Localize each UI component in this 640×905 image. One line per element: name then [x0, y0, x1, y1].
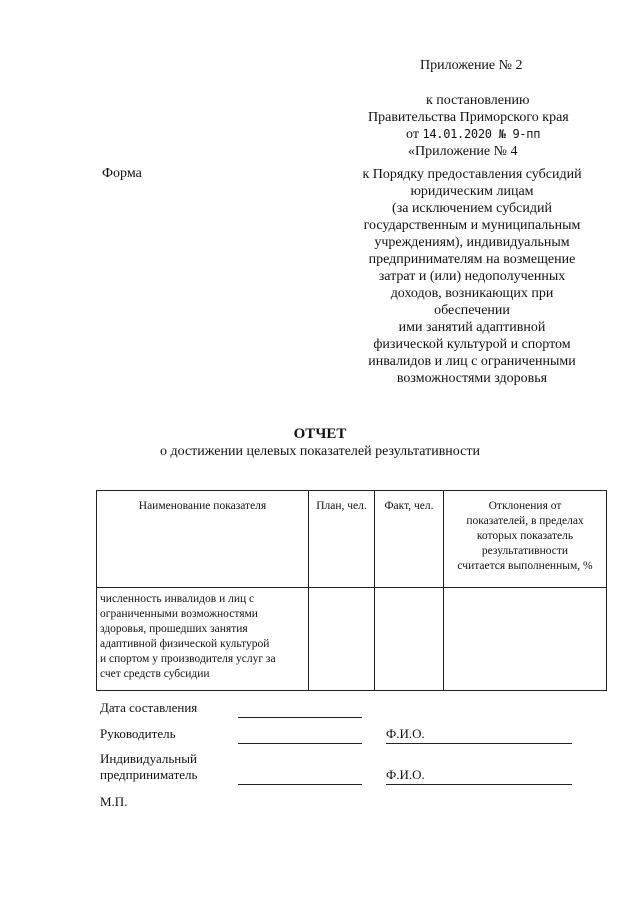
head-fio-label: Ф.И.О. — [386, 726, 425, 741]
form-label: Форма — [102, 166, 142, 181]
entrepreneur-label — [100, 751, 197, 783]
cell-line: численность инвалидов и лиц с — [100, 593, 255, 605]
date-line[interactable] — [238, 717, 362, 718]
cell-line: ограниченными возможностями — [100, 608, 258, 620]
decree-date — [368, 126, 590, 143]
procedure-reference — [352, 166, 592, 387]
table-row — [97, 588, 607, 691]
cell-fact[interactable] — [375, 588, 444, 691]
header-plan: План, чел. — [309, 491, 375, 588]
entrepreneur-label-line: Индивидуальный — [100, 751, 197, 766]
procedure-line: ими занятий адаптивной — [398, 320, 546, 335]
procedure-line: предпринимателям на возмещение — [368, 252, 576, 267]
procedure-line: учреждениям), индивидуальным — [374, 235, 570, 250]
decree-line: Правительства Приморского края — [368, 110, 569, 125]
procedure-line: инвалидов и лиц с ограниченными — [368, 354, 576, 369]
procedure-line: государственным и муниципальным — [363, 218, 581, 233]
indicators-table — [96, 490, 607, 691]
header-fact: Факт, чел. — [375, 491, 444, 588]
procedure-line: обеспечении — [434, 303, 510, 318]
header-deviation — [444, 491, 607, 588]
cell-line: счет средств субсидии — [100, 668, 210, 680]
header-deviation-line: считается выполненным, % — [457, 560, 593, 572]
header-indicator-name: Наименование показателя — [97, 491, 309, 588]
table-header-row — [97, 491, 607, 588]
report-title: ОТЧЕТ — [293, 426, 347, 442]
procedure-line: (за исключением субсидий — [392, 201, 552, 216]
cell-indicator-name — [97, 588, 309, 691]
procedure-line: к Порядку предоставления субсидий — [362, 167, 582, 182]
head-label: Руководитель — [100, 726, 176, 741]
head-fio-line[interactable] — [386, 743, 572, 744]
entrepreneur-fio-line[interactable] — [386, 784, 572, 785]
date-label: Дата составления — [100, 700, 198, 715]
stamp-label: М.П. — [100, 794, 128, 809]
head-signature-line[interactable] — [238, 743, 362, 744]
entrepreneur-fio-label: Ф.И.О. — [386, 767, 425, 782]
decree-line: к постановлению — [426, 93, 530, 108]
decree-date-prefix: от — [406, 127, 419, 142]
appendix-title: Приложение № 2 — [420, 58, 523, 73]
cell-line: здоровья, прошедших занятия — [100, 623, 248, 635]
header-deviation-line: результативности — [481, 545, 569, 557]
procedure-line: юридическим лицам — [410, 184, 534, 199]
header-deviation-line: показателей, в пределах — [466, 515, 584, 527]
procedure-line: возможностями здоровья — [396, 371, 548, 386]
cell-line: адаптивной физической культурой — [100, 638, 270, 650]
header-deviation-line: Отклонения от — [488, 500, 562, 512]
report-subtitle: о достижении целевых показателей результативности — [160, 444, 480, 459]
procedure-line: затрат и (или) недополученных — [378, 269, 566, 284]
cell-line: и спортом у производителя услуг за — [100, 653, 276, 665]
entrepreneur-label-line: предприниматель — [100, 767, 198, 782]
procedure-line: физической культурой и спортом — [373, 337, 571, 352]
cell-deviation[interactable] — [444, 588, 607, 691]
procedure-line: доходов, возникающих при — [390, 286, 554, 301]
cell-plan[interactable] — [309, 588, 375, 691]
header-deviation-line: которых показатель — [476, 530, 574, 542]
nested-appendix: «Приложение № 4 — [408, 144, 518, 159]
decree-reference — [368, 92, 590, 160]
entrepreneur-signature-line[interactable] — [238, 784, 362, 785]
decree-date-value: 14.01.2020 № 9-пп — [422, 127, 541, 141]
